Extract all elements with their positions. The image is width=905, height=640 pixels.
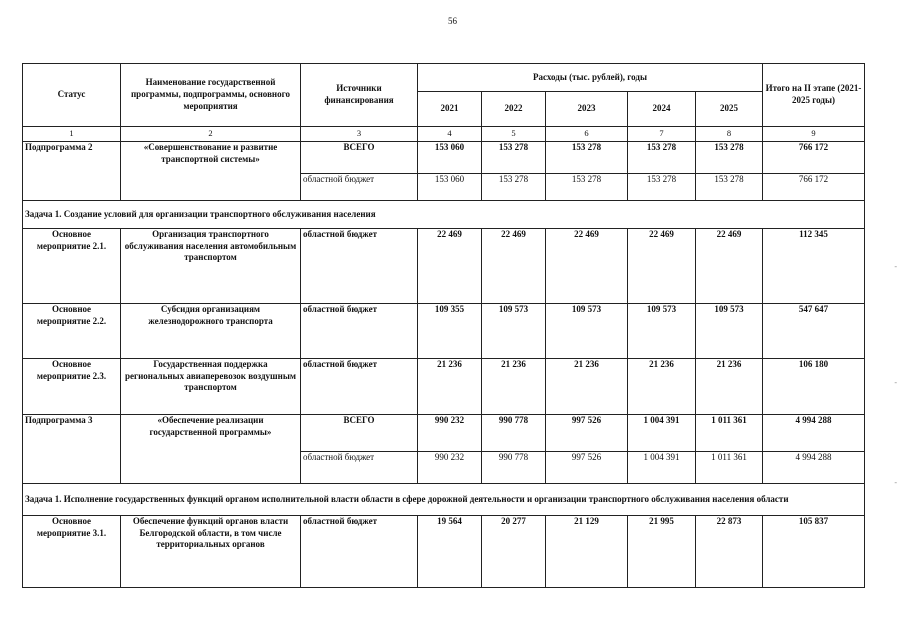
row-value: 153 278 — [696, 174, 763, 201]
row-value: 153 278 — [628, 174, 696, 201]
row-value: 109 573 — [628, 304, 696, 359]
row-name: Организация транспортного обслуживания населения автомобильным транспортом — [121, 229, 301, 304]
col-number: 6 — [546, 127, 628, 142]
row-source: ВСЕГО — [301, 142, 418, 174]
row-name: Обеспечение функций органов власти Белгородской области, в том числе территориальных органов — [121, 516, 301, 588]
row-value: 153 278 — [546, 174, 628, 201]
row-total: 112 345 — [763, 229, 865, 304]
table-row — [23, 359, 865, 415]
column-number-row — [23, 127, 865, 142]
row-value: 1 004 391 — [628, 415, 696, 452]
row-status: Основное мероприятие 2.2. — [23, 304, 121, 359]
row-total: 4 994 288 — [763, 452, 865, 484]
row-total: 105 837 — [763, 516, 865, 588]
row-status: Основное мероприятие 2.1. — [23, 229, 121, 304]
col-number: 7 — [628, 127, 696, 142]
header-expenses: Расходы (тыс. рублей), годы — [418, 64, 763, 92]
row-source: областной бюджет — [301, 304, 418, 359]
row-value: 22 469 — [628, 229, 696, 304]
row-value: 20 277 — [482, 516, 546, 588]
header-total: Итого на II этапе (2021-2025 годы) — [763, 64, 865, 127]
row-value: 153 060 — [418, 142, 482, 174]
page-number: 56 — [448, 16, 457, 26]
row-status: Подпрограмма 3 — [23, 415, 121, 484]
row-value: 153 278 — [628, 142, 696, 174]
row-value: 21 236 — [628, 359, 696, 415]
margin-mark: - — [894, 478, 897, 487]
row-name: Государственная поддержка региональных авиаперевозок воздушным транспортом — [121, 359, 301, 415]
task-title: Задача 1. Создание условий для организации транспортного обслуживания населения — [23, 201, 865, 229]
row-value: 109 573 — [546, 304, 628, 359]
table-row — [23, 516, 865, 588]
row-source: ВСЕГО — [301, 415, 418, 452]
row-value: 19 564 — [418, 516, 482, 588]
row-value: 109 573 — [482, 304, 546, 359]
row-name: «Обеспечение реализации государственной программы» — [121, 415, 301, 484]
row-value: 153 278 — [546, 142, 628, 174]
col-number: 9 — [763, 127, 865, 142]
margin-mark: - — [894, 262, 897, 271]
row-value: 990 232 — [418, 415, 482, 452]
header-sources: Источники финансирования — [301, 64, 418, 127]
col-number: 8 — [696, 127, 763, 142]
row-source: областной бюджет — [301, 452, 418, 484]
row-value: 109 573 — [696, 304, 763, 359]
row-status: Подпрограмма 2 — [23, 142, 121, 201]
task-row — [23, 484, 865, 516]
row-status: Основное мероприятие 2.3. — [23, 359, 121, 415]
row-value: 109 355 — [418, 304, 482, 359]
table-row — [23, 142, 865, 174]
row-value: 1 011 361 — [696, 452, 763, 484]
row-value: 990 778 — [482, 452, 546, 484]
row-value: 21 236 — [696, 359, 763, 415]
table-row — [23, 304, 865, 359]
header-year: 2023 — [546, 92, 628, 127]
row-source: областной бюджет — [301, 174, 418, 201]
row-value: 22 469 — [482, 229, 546, 304]
col-number: 3 — [301, 127, 418, 142]
task-row — [23, 201, 865, 229]
row-value: 21 236 — [546, 359, 628, 415]
row-value: 22 469 — [696, 229, 763, 304]
margin-mark: - — [894, 378, 897, 387]
header-status: Статус — [23, 64, 121, 127]
budget-table — [22, 63, 865, 588]
row-value: 153 278 — [482, 142, 546, 174]
row-total: 4 994 288 — [763, 415, 865, 452]
row-total: 766 172 — [763, 142, 865, 174]
row-total: 766 172 — [763, 174, 865, 201]
header-year: 2022 — [482, 92, 546, 127]
row-value: 153 278 — [696, 142, 763, 174]
table-row — [23, 229, 865, 304]
row-value: 21 995 — [628, 516, 696, 588]
row-value: 153 060 — [418, 174, 482, 201]
row-value: 997 526 — [546, 452, 628, 484]
row-source: областной бюджет — [301, 229, 418, 304]
table-row — [23, 415, 865, 452]
header-year: 2021 — [418, 92, 482, 127]
col-number: 4 — [418, 127, 482, 142]
row-value: 22 873 — [696, 516, 763, 588]
row-value: 153 278 — [482, 174, 546, 201]
row-value: 1 011 361 — [696, 415, 763, 452]
row-value: 21 129 — [546, 516, 628, 588]
col-number: 2 — [121, 127, 301, 142]
row-value: 1 004 391 — [628, 452, 696, 484]
row-name: «Совершенствование и развитие транспортной системы» — [121, 142, 301, 201]
row-value: 997 526 — [546, 415, 628, 452]
header-name: Наименование государственной программы, подпрограммы, основного мероприятия — [121, 64, 301, 127]
row-value: 990 778 — [482, 415, 546, 452]
row-status: Основное мероприятие 3.1. — [23, 516, 121, 588]
col-number: 1 — [23, 127, 121, 142]
row-value: 990 232 — [418, 452, 482, 484]
task-title: Задача 1. Исполнение государственных функций органом исполнительной власти области в сфере дорожной деятельности и организации транспортного обслуживания населения области — [23, 484, 865, 516]
row-value: 21 236 — [418, 359, 482, 415]
row-value: 21 236 — [482, 359, 546, 415]
header-year: 2025 — [696, 92, 763, 127]
header-year: 2024 — [628, 92, 696, 127]
row-total: 106 180 — [763, 359, 865, 415]
row-total: 547 647 — [763, 304, 865, 359]
col-number: 5 — [482, 127, 546, 142]
row-name: Субсидия организациям железнодорожного транспорта — [121, 304, 301, 359]
row-source: областной бюджет — [301, 516, 418, 588]
row-value: 22 469 — [418, 229, 482, 304]
row-source: областной бюджет — [301, 359, 418, 415]
row-value: 22 469 — [546, 229, 628, 304]
